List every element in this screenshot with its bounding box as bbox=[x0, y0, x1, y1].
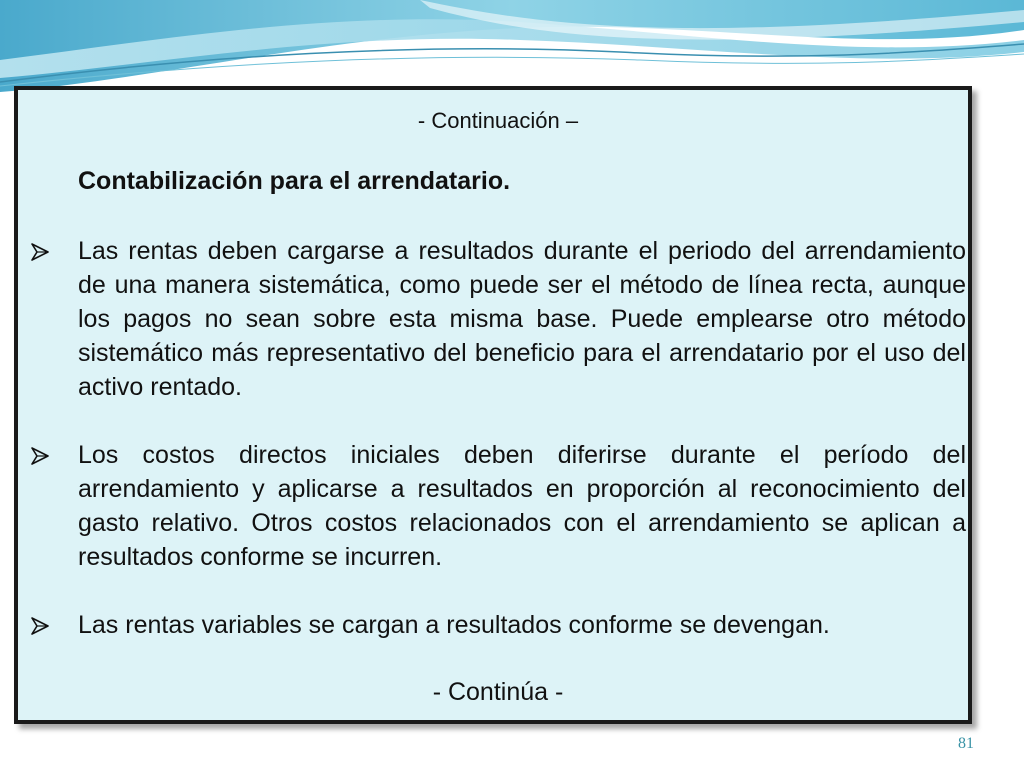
bullet-text: Las rentas deben cargarse a resultados durante el periodo del arrendamiento de una manera sistemática, como puede ser el método de línea recta, aunque los pagos no sean sobre esta misma base. Puede emplearse otro método sistemático más representativo del beneficio para el arrendatario por el uso del activo rentado. bbox=[78, 237, 966, 401]
section-heading: Contabilización para el arrendatario. bbox=[78, 167, 511, 195]
continuation-note: - Continuación – bbox=[417, 108, 579, 133]
continues-note: - Continúa - bbox=[432, 678, 564, 706]
bullet-item bbox=[24, 234, 966, 404]
bullet-text: Los costos directos iniciales deben diferirse durante el período del arrendamiento y aplicarse a resultados en proporción al reconocimiento del gasto relativo. Otros costos relacionados con el arrendamiento se aplican a resultados conforme se incurren. bbox=[78, 441, 966, 571]
arrow-check-bullet-icon bbox=[30, 447, 50, 465]
arrow-check-bullet-icon bbox=[30, 617, 50, 635]
bullet-list bbox=[24, 234, 966, 642]
bullet-item bbox=[24, 608, 966, 642]
bullet-item bbox=[24, 438, 966, 574]
arrow-check-bullet-icon bbox=[30, 243, 50, 261]
bullet-text: Las rentas variables se cargan a resultados conforme se devengan. bbox=[78, 611, 830, 639]
page-number: 81 bbox=[958, 735, 974, 752]
header-wave-decoration bbox=[0, 0, 1024, 100]
